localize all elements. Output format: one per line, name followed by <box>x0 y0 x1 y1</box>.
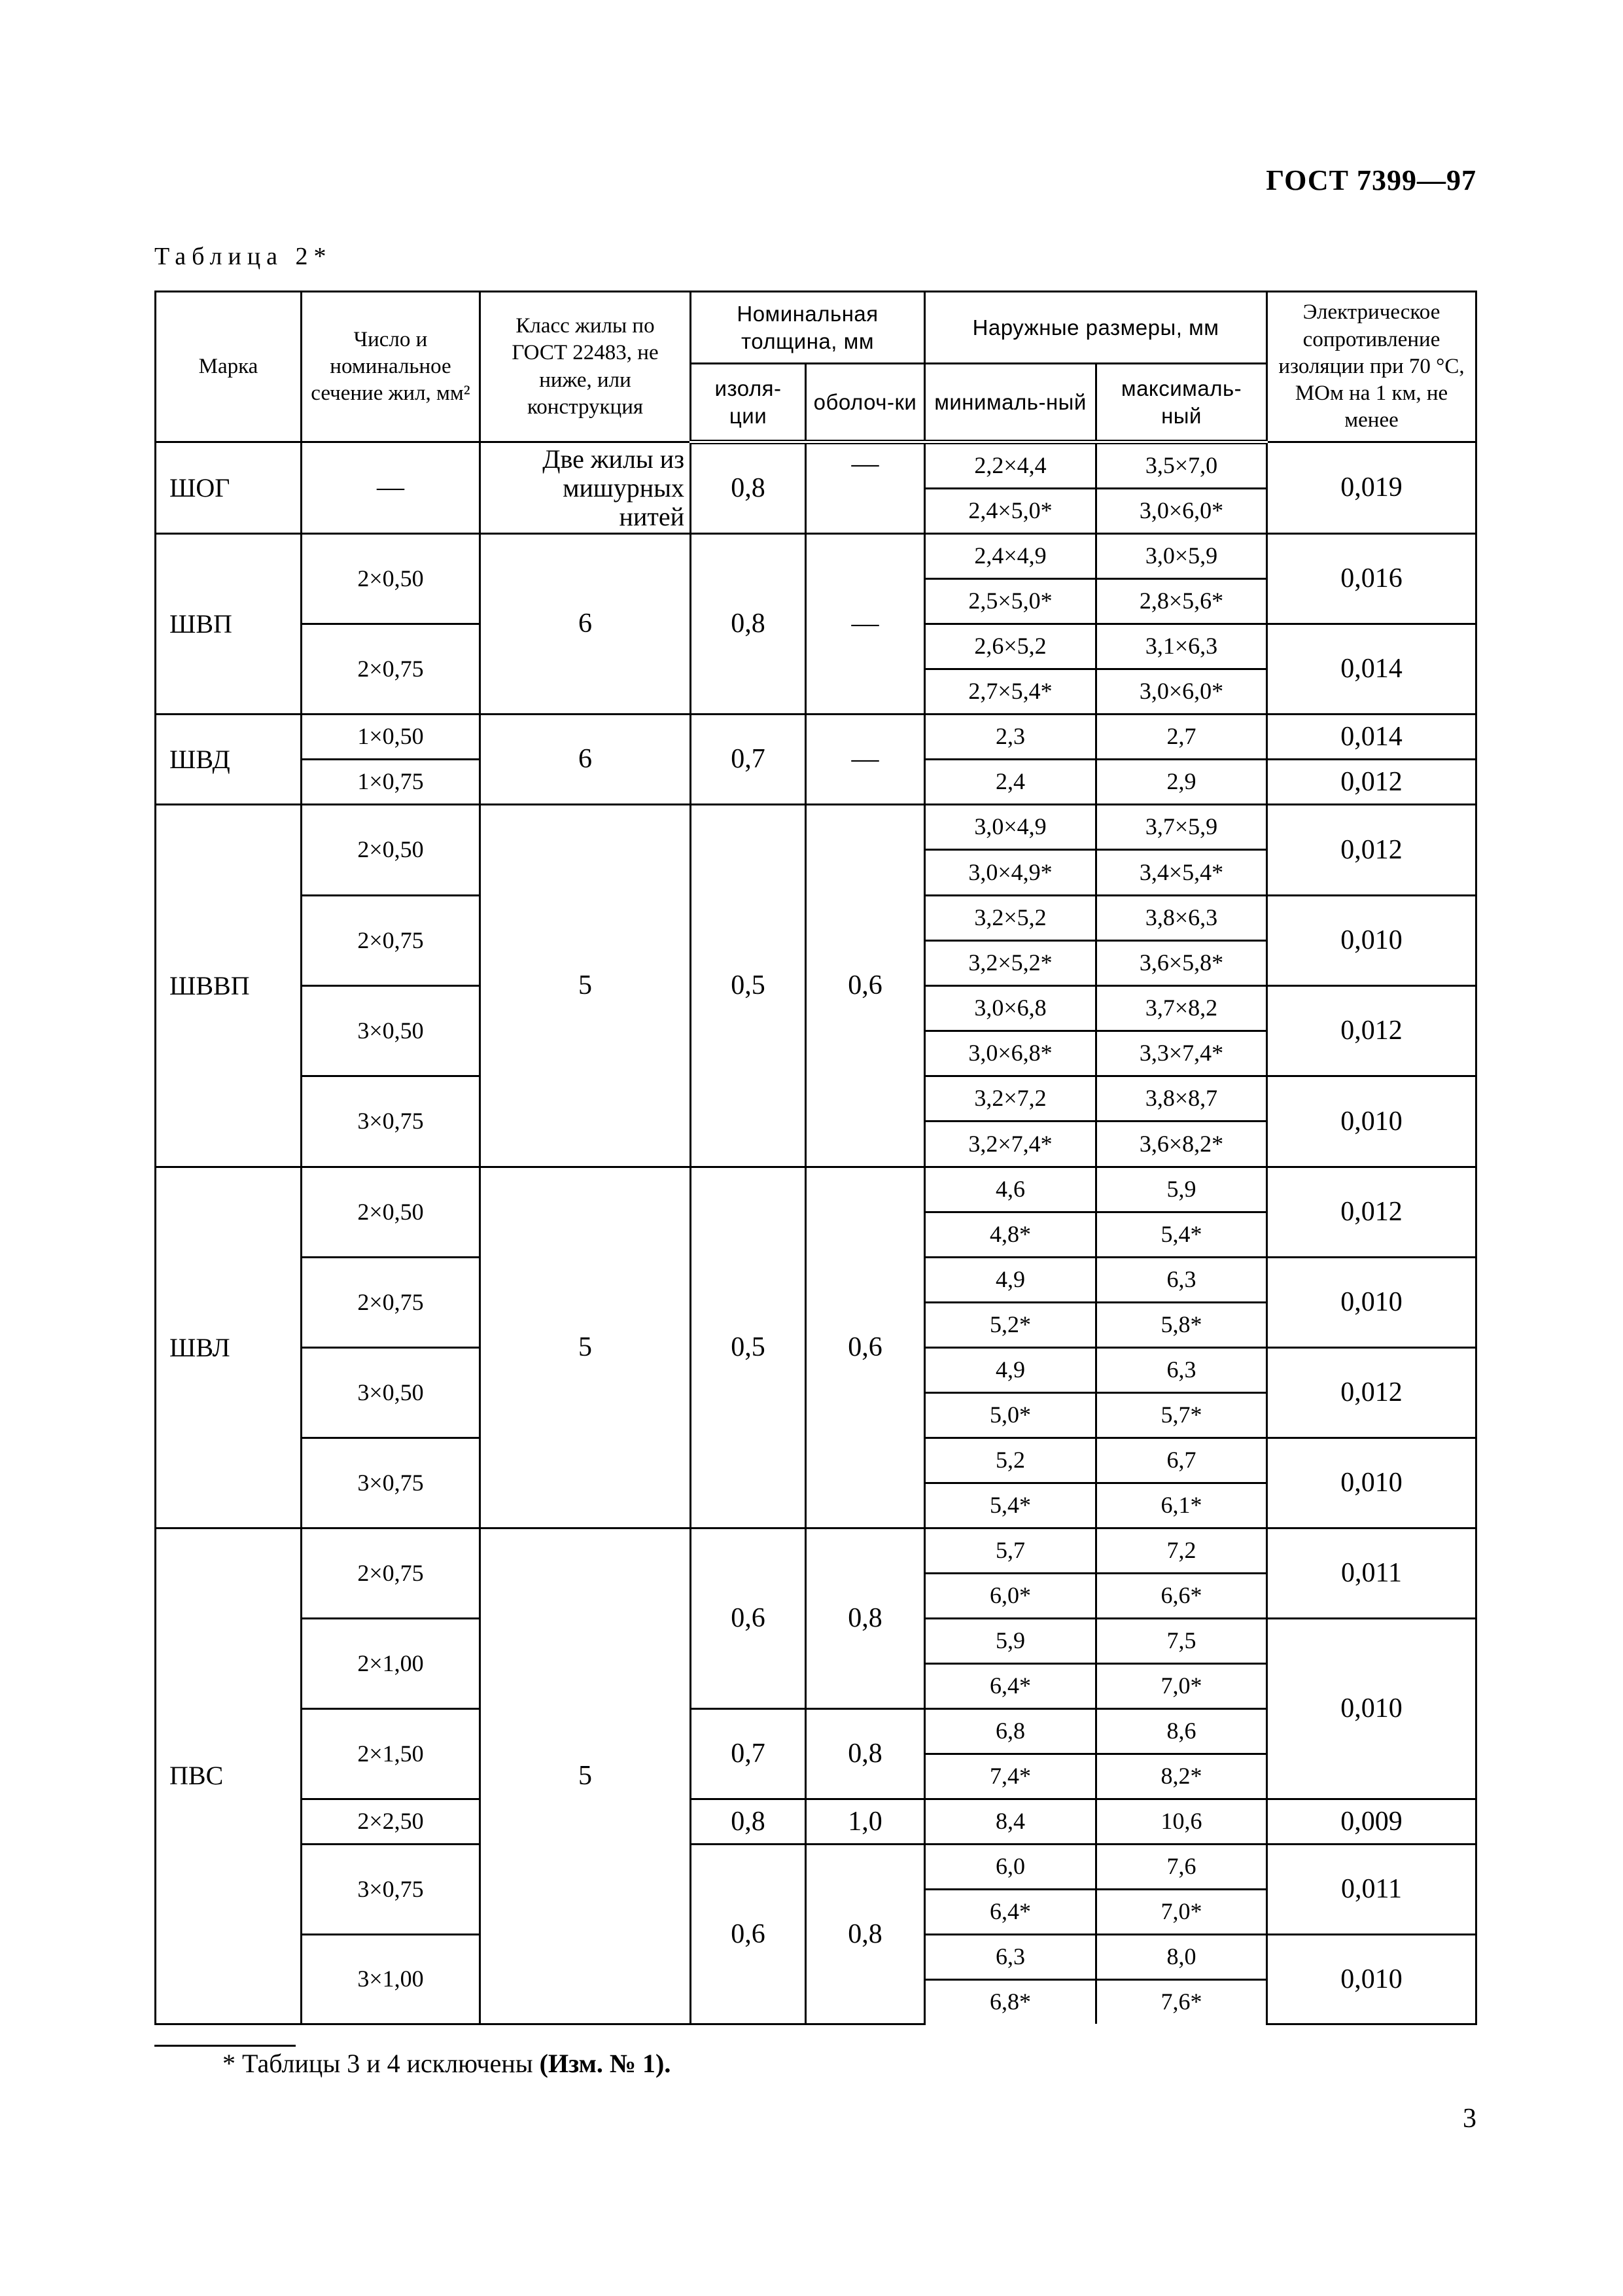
max-cell: 3,8×8,7 <box>1096 1076 1267 1122</box>
max-cell: 5,9 <box>1096 1167 1267 1212</box>
min-cell: 4,6 <box>925 1167 1096 1212</box>
resistance-cell: 0,010 <box>1267 1935 1476 2024</box>
min-cell: 3,0×4,9 <box>925 805 1096 850</box>
max-cell: 10,6 <box>1096 1799 1267 1845</box>
insulation-cell: 0,6 <box>691 1528 806 1709</box>
page-number: 3 <box>1463 2104 1476 2134</box>
max-cell: 3,0×5,9 <box>1096 534 1267 579</box>
max-cell: 3,5×7,0 <box>1096 442 1267 489</box>
min-cell: 3,2×5,2* <box>925 941 1096 986</box>
brand-cell: ШВД <box>156 715 302 805</box>
min-cell: 6,0 <box>925 1845 1096 1890</box>
min-cell: 5,0* <box>925 1393 1096 1438</box>
table-row <box>156 1845 1476 1890</box>
resistance-cell: 0,012 <box>1267 986 1476 1076</box>
col-header-dimensions: Наружные размеры, мм <box>925 292 1267 364</box>
resistance-cell: 0,011 <box>1267 1528 1476 1619</box>
insulation-cell: 0,8 <box>691 534 806 715</box>
sheath-cell: 0,8 <box>806 1528 925 1709</box>
col-header-section: Число и номинальное сечение жил, мм² <box>302 292 480 442</box>
min-cell: 7,4* <box>925 1754 1096 1799</box>
max-cell: 6,3 <box>1096 1348 1267 1393</box>
sheath-cell: 0,6 <box>806 805 925 1167</box>
resistance-cell: 0,012 <box>1267 805 1476 896</box>
min-cell: 3,0×6,8* <box>925 1031 1096 1076</box>
max-cell: 6,7 <box>1096 1438 1267 1483</box>
resistance-cell: 0,010 <box>1267 1619 1476 1799</box>
max-cell: 3,8×6,3 <box>1096 896 1267 941</box>
section-cell: 2×0,50 <box>302 534 480 624</box>
document-id: ГОСТ 7399—97 <box>1266 164 1476 196</box>
class-text: Две жилы из мишурных нитей <box>542 444 684 531</box>
min-cell: 2,4×5,0* <box>925 489 1096 534</box>
max-cell: 6,6* <box>1096 1574 1267 1619</box>
brand-cell: ПВС <box>156 1528 302 2024</box>
col-header-min: минималь-ный <box>925 364 1096 442</box>
max-cell: 7,2 <box>1096 1528 1267 1574</box>
max-cell: 2,7 <box>1096 715 1267 760</box>
table-row <box>156 442 1476 489</box>
sheath-cell: — <box>806 715 925 805</box>
resistance-cell: 0,010 <box>1267 896 1476 986</box>
min-cell: 3,0×4,9* <box>925 850 1096 896</box>
brand-cell: ШОГ <box>156 442 302 534</box>
col-header-class: Класс жилы по ГОСТ 22483, не ниже, или конструкция <box>480 292 691 442</box>
max-cell: 7,5 <box>1096 1619 1267 1664</box>
insulation-cell: 0,5 <box>691 1167 806 1528</box>
class-cell: 5 <box>480 1528 691 2024</box>
min-cell: 4,9 <box>925 1348 1096 1393</box>
sheath-cell: — <box>806 442 925 534</box>
section-cell: 3×1,00 <box>302 1935 480 2024</box>
class-cell: 5 <box>480 805 691 1167</box>
min-cell: 6,0* <box>925 1574 1096 1619</box>
col-header-brand: Марка <box>156 292 302 442</box>
resistance-cell: 0,010 <box>1267 1258 1476 1348</box>
max-cell: 2,8×5,6* <box>1096 579 1267 624</box>
min-cell: 3,2×5,2 <box>925 896 1096 941</box>
min-cell: 5,4* <box>925 1483 1096 1528</box>
col-header-sheath: оболоч-ки <box>806 364 925 442</box>
max-cell: 5,8* <box>1096 1303 1267 1348</box>
min-cell: 6,3 <box>925 1935 1096 1980</box>
sheath-cell: 0,8 <box>806 1845 925 2024</box>
brand-cell: ШВВП <box>156 805 302 1167</box>
table-row <box>156 1799 1476 1845</box>
table-row <box>156 534 1476 579</box>
max-cell: 3,6×8,2* <box>1096 1122 1267 1167</box>
max-cell: 3,0×6,0* <box>1096 489 1267 534</box>
min-cell: 2,5×5,0* <box>925 579 1096 624</box>
insulation-cell: 0,7 <box>691 1709 806 1799</box>
insulation-cell: 0,6 <box>691 1845 806 2024</box>
max-cell: 8,0 <box>1096 1935 1267 1980</box>
footnote <box>222 2048 671 2079</box>
section-cell: 2×1,50 <box>302 1709 480 1799</box>
max-cell: 3,6×5,8* <box>1096 941 1267 986</box>
resistance-cell: 0,009 <box>1267 1799 1476 1845</box>
section-cell: 1×0,50 <box>302 715 480 760</box>
footnote-rule <box>154 2045 296 2047</box>
sheath-cell: 1,0 <box>806 1799 925 1845</box>
class-cell: 5 <box>480 1167 691 1528</box>
min-cell: 8,4 <box>925 1799 1096 1845</box>
footnote-amendment: (Изм. № 1). <box>539 2049 671 2078</box>
section-cell: 3×0,75 <box>302 1845 480 1935</box>
resistance-cell: 0,010 <box>1267 1438 1476 1528</box>
section-cell: 1×0,75 <box>302 760 480 805</box>
resistance-cell: 0,019 <box>1267 442 1476 534</box>
min-cell: 2,4 <box>925 760 1096 805</box>
brand-cell: ШВП <box>156 534 302 715</box>
min-cell: 5,9 <box>925 1619 1096 1664</box>
col-header-insulation: изоля-ции <box>691 364 806 442</box>
min-cell: 6,4* <box>925 1664 1096 1709</box>
min-cell: 6,4* <box>925 1890 1096 1935</box>
footnote-text: * Таблицы 3 и 4 исключены <box>222 2049 540 2078</box>
section-cell: 3×0,75 <box>302 1438 480 1528</box>
max-cell: 6,1* <box>1096 1483 1267 1528</box>
col-header-thickness: Номинальная толщина, мм <box>691 292 925 364</box>
max-cell: 3,3×7,4* <box>1096 1031 1267 1076</box>
section-cell: 3×0,50 <box>302 986 480 1076</box>
max-cell: 8,6 <box>1096 1709 1267 1754</box>
section-cell: — <box>302 442 480 534</box>
section-cell: 2×0,75 <box>302 1528 480 1619</box>
table-row <box>156 1167 1476 1212</box>
brand-cell: ШВЛ <box>156 1167 302 1528</box>
min-cell: 6,8* <box>925 1980 1096 2024</box>
min-cell: 5,7 <box>925 1528 1096 1574</box>
resistance-cell: 0,012 <box>1267 1348 1476 1438</box>
max-cell: 7,6* <box>1096 1980 1267 2024</box>
min-cell: 5,2 <box>925 1438 1096 1483</box>
section-cell: 2×0,50 <box>302 805 480 896</box>
resistance-cell: 0,010 <box>1267 1076 1476 1167</box>
resistance-cell: 0,016 <box>1267 534 1476 624</box>
resistance-cell: 0,012 <box>1267 760 1476 805</box>
max-cell: 2,9 <box>1096 760 1267 805</box>
min-cell: 3,2×7,4* <box>925 1122 1096 1167</box>
cable-specs-table <box>154 291 1477 2025</box>
section-cell: 3×0,75 <box>302 1076 480 1167</box>
sheath-cell: — <box>806 534 925 715</box>
min-cell: 2,2×4,4 <box>925 442 1096 489</box>
min-cell: 2,4×4,9 <box>925 534 1096 579</box>
max-cell: 3,4×5,4* <box>1096 850 1267 896</box>
section-cell: 3×0,50 <box>302 1348 480 1438</box>
max-cell: 5,4* <box>1096 1212 1267 1258</box>
max-cell: 7,0* <box>1096 1890 1267 1935</box>
min-cell: 4,9 <box>925 1258 1096 1303</box>
sheath-cell: 0,8 <box>806 1709 925 1799</box>
min-cell: 3,0×6,8 <box>925 986 1096 1031</box>
max-cell: 3,1×6,3 <box>1096 624 1267 669</box>
section-cell: 2×2,50 <box>302 1799 480 1845</box>
resistance-cell: 0,011 <box>1267 1845 1476 1935</box>
class-cell: 6 <box>480 715 691 805</box>
section-cell: 2×0,75 <box>302 896 480 986</box>
max-cell: 7,0* <box>1096 1664 1267 1709</box>
section-cell: 2×0,75 <box>302 624 480 715</box>
section-cell: 2×1,00 <box>302 1619 480 1709</box>
min-cell: 2,7×5,4* <box>925 669 1096 715</box>
col-header-resistance: Электрическое сопротивление изоляции при 70 °С, МОм на 1 км, не менее <box>1267 292 1476 442</box>
table-caption: Таблица 2* <box>154 243 332 270</box>
class-cell <box>480 442 691 534</box>
insulation-cell: 0,7 <box>691 715 806 805</box>
min-cell: 5,2* <box>925 1303 1096 1348</box>
max-cell: 5,7* <box>1096 1393 1267 1438</box>
table-row <box>156 1528 1476 1574</box>
max-cell: 3,7×5,9 <box>1096 805 1267 850</box>
table-header-row <box>156 292 1476 364</box>
max-cell: 7,6 <box>1096 1845 1267 1890</box>
max-cell: 3,7×8,2 <box>1096 986 1267 1031</box>
table-row <box>156 715 1476 760</box>
section-cell: 2×0,75 <box>302 1258 480 1348</box>
min-cell: 2,6×5,2 <box>925 624 1096 669</box>
max-cell: 8,2* <box>1096 1754 1267 1799</box>
sheath-cell: 0,6 <box>806 1167 925 1528</box>
max-cell: 6,3 <box>1096 1258 1267 1303</box>
resistance-cell: 0,012 <box>1267 1167 1476 1258</box>
min-cell: 3,2×7,2 <box>925 1076 1096 1122</box>
max-cell: 3,0×6,0* <box>1096 669 1267 715</box>
min-cell: 2,3 <box>925 715 1096 760</box>
insulation-cell: 0,8 <box>691 1799 806 1845</box>
section-cell: 2×0,50 <box>302 1167 480 1258</box>
min-cell: 6,8 <box>925 1709 1096 1754</box>
col-header-max: максималь-ный <box>1096 364 1267 442</box>
insulation-cell: 0,8 <box>691 442 806 534</box>
min-cell: 4,8* <box>925 1212 1096 1258</box>
insulation-cell: 0,5 <box>691 805 806 1167</box>
resistance-cell: 0,014 <box>1267 624 1476 715</box>
resistance-cell: 0,014 <box>1267 715 1476 760</box>
class-cell: 6 <box>480 534 691 715</box>
table-row <box>156 805 1476 850</box>
